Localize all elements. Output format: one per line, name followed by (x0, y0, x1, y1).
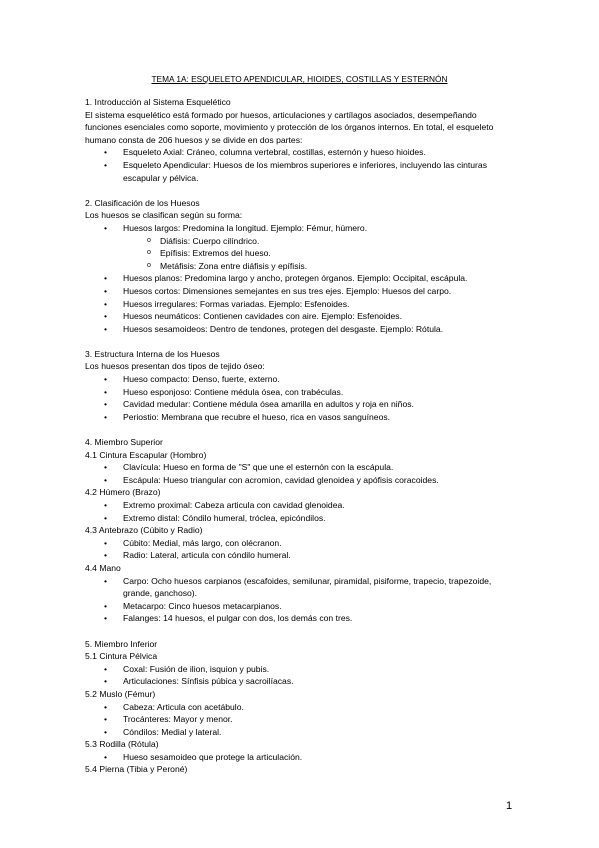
list-item: • Articulaciones: Sínfisis púbica y sacroilíacas. (85, 675, 515, 688)
list-item: • Huesos planos: Predomina largo y ancho, protegen órganos. Ejemplo: Occipital, escápula. (85, 272, 515, 285)
list-item: • Trocánteres: Mayor y menor. (85, 713, 515, 726)
section-heading: 5. Miembro Inferior (85, 638, 158, 649)
list-item: • Falanges: 14 huesos, el pulgar con dos, los demás con tres. (85, 612, 515, 625)
document-body (85, 96, 515, 776)
list-item: • Radio: Lateral, articula con cóndilo humeral. (85, 549, 515, 562)
document-title: TEMA 1A: ESQUELETO APENDICULAR, HIOIDES, COSTILLAS Y ESTERNÓN (151, 74, 448, 84)
list-item: • Huesos largos: Predomina la longitud. Ejemplo: Fémur, húmero. (85, 222, 515, 235)
list-item: • Hueso sesamoideo que protege la articulación. (85, 751, 515, 764)
paragraph: El sistema esquelético está formado por huesos, articulaciones y cartílagos asociados, desempeñando funciones esenciales como soporte, movimiento y protección de los órganos internos. En total, el esqueleto humano consta de 206 huesos y se divide en dos partes: (85, 109, 494, 145)
list-item: • Huesos cortos: Dimensiones semejantes en sus tres ejes. Ejemplo: Huesos del carpo. (85, 285, 515, 298)
list-item: • Extremo distal: Cóndilo humeral, tróclea, epicóndilos. (85, 512, 515, 525)
list-item: • Esqueleto Apendicular: Huesos de los miembros superiores e inferiores, incluyendo las cinturas escapular y pélvica. (85, 159, 515, 184)
subsection-heading: 5.2 Muslo (Fémur) (85, 688, 156, 699)
section-heading: 4. Miembro Superior (85, 437, 163, 448)
page-number: 1 (506, 800, 513, 812)
sub-list-item: o Metáfisis: Zona entre diáfisis y epífisis. (85, 260, 515, 273)
subsection-heading: 4.2 Húmero (Brazo) (85, 487, 161, 498)
paragraph: Los huesos presentan dos tipos de tejido óseo: (85, 361, 265, 372)
section-heading: 3. Estructura Interna de los Huesos (85, 348, 220, 359)
list-item: • Huesos sesamoideos: Dentro de tendones, protegen del desgaste. Ejemplo: Rótula. (85, 323, 515, 336)
list-item: • Coxal: Fusión de ilion, isquion y pubis. (85, 663, 515, 676)
subsection-heading: 4.4 Mano (85, 562, 121, 573)
list-item: • Clavícula: Hueso en forma de "S" que une el esternón con la escápula. (85, 461, 515, 474)
list-item: • Esqueleto Axial: Cráneo, columna vertebral, costillas, esternón y hueso hioides. (85, 146, 515, 159)
list-item: • Cabeza: Articula con acetábulo. (85, 701, 515, 714)
list-item: • Periostio: Membrana que recubre el hueso, rica en vasos sanguíneos. (85, 411, 515, 424)
section-heading: 1. Introducción al Sistema Esquelético (85, 97, 231, 107)
subsection-heading: 4.1 Cintura Escapular (Hombro) (85, 449, 207, 460)
list-item: • Escápula: Hueso triangular con acromion, cavidad glenoidea y apófisis coracoides. (85, 474, 515, 487)
sub-list-item: o Epífisis: Extremos del hueso. (85, 247, 515, 260)
paragraph: Los huesos se clasifican según su forma: (85, 210, 243, 221)
subsection-heading: 4.3 Antebrazo (Cúbito y Radio) (85, 525, 203, 536)
list-item: • Metacarpo: Cinco huesos metacarpianos. (85, 600, 515, 613)
list-item: • Extremo proximal: Cabeza articula con cavidad glenoidea. (85, 499, 515, 512)
list-item: • Huesos irregulares: Formas variadas. Ejemplo: Esfenoides. (85, 298, 515, 311)
list-item: • Carpo: Ocho huesos carpianos (escafoides, semilunar, piramidal, pisiforme, trapecio, trapezoide, grande, ganchoso). (85, 575, 515, 600)
list-item: • Hueso esponjoso: Contiene médula ósea, con trabéculas. (85, 386, 515, 399)
list-item: • Hueso compacto: Denso, fuerte, externo. (85, 373, 515, 386)
list-item: • Huesos neumáticos: Contienen cavidades con aire. Ejemplo: Esfenoides. (85, 310, 515, 323)
list-item: • Cóndilos: Medial y lateral. (85, 726, 515, 739)
subsection-heading: 5.1 Cintura Pélvica (85, 651, 158, 662)
sub-list-item: o Diáfisis: Cuerpo cilíndrico. (85, 235, 515, 248)
list-item: • Cúbito: Medial, más largo, con olécranon. (85, 537, 515, 550)
subsection-heading: 5.3 Rodilla (Rótula) (85, 739, 159, 750)
section-heading: 2. Clasificación de los Huesos (85, 197, 200, 208)
list-item: • Cavidad medular: Contiene médula ósea amarilla en adultos y roja en niños. (85, 398, 515, 411)
subsection-heading: 5.4 Pierna (Tibia y Peroné) (85, 764, 188, 775)
